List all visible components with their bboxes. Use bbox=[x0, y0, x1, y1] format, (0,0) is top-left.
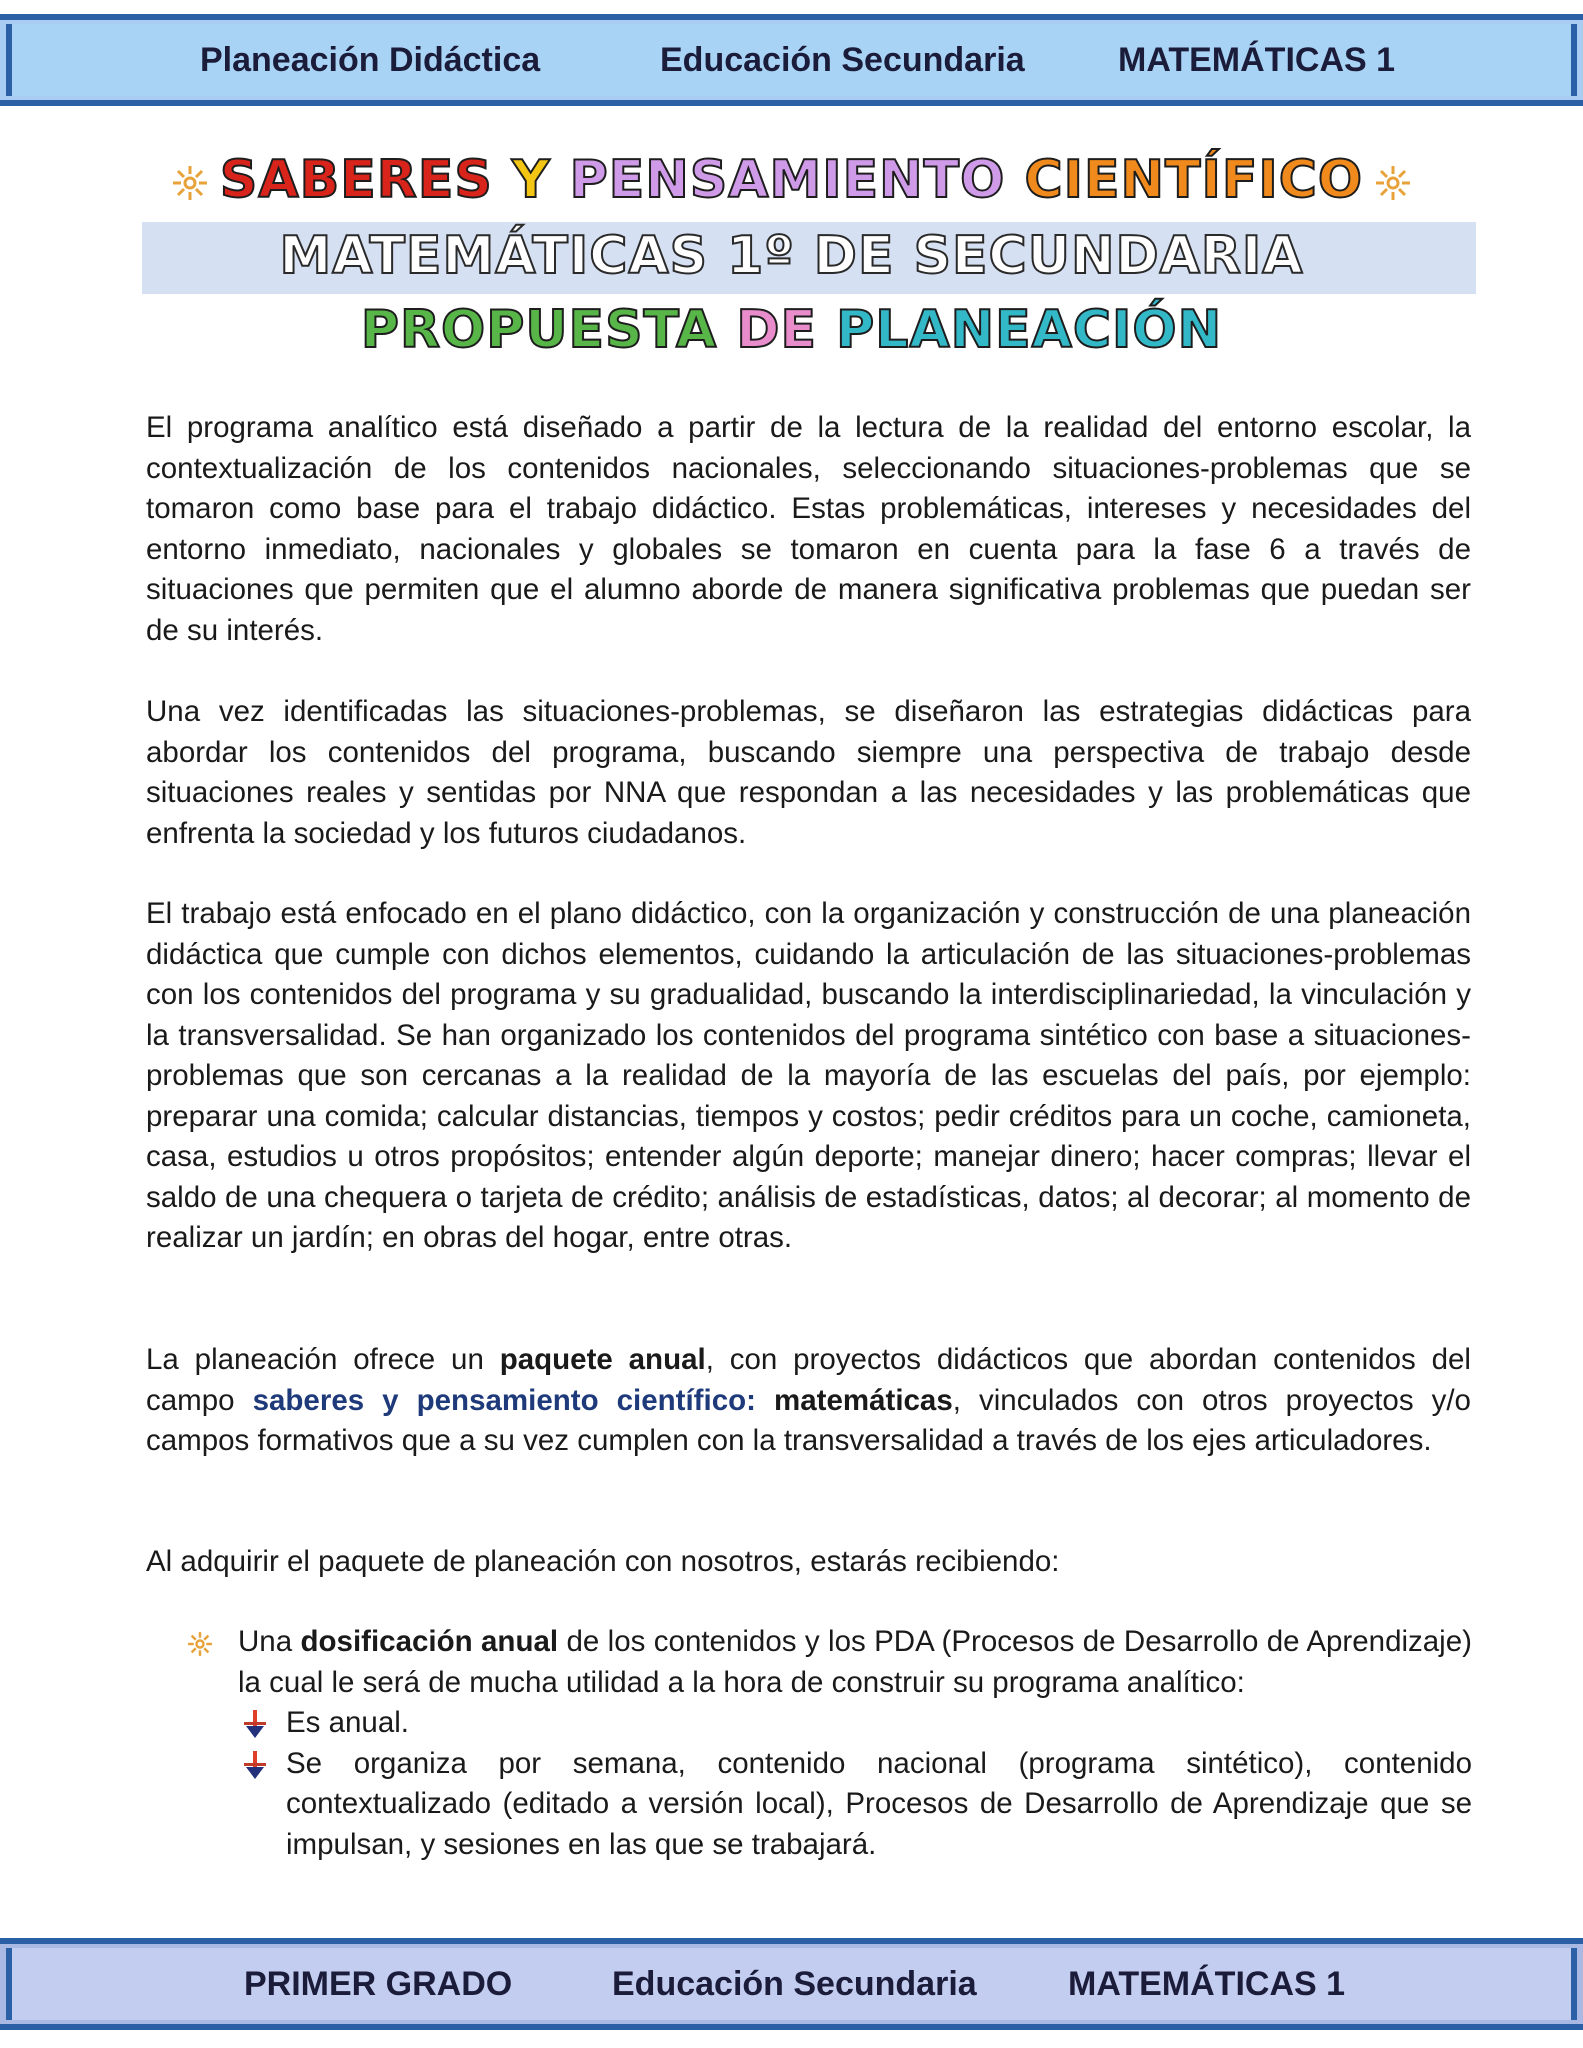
p4-text-c: , con proyectos didácticos que abordan contenidos del campo bbox=[146, 1343, 1471, 1417]
title-word-planeacion: PLANEACIÓN bbox=[836, 300, 1223, 360]
footer-left-text: PRIMER GRADO bbox=[244, 1964, 513, 2003]
flower-icon bbox=[170, 163, 210, 203]
footer-inner bbox=[6, 1948, 1577, 2020]
benefits-list bbox=[192, 1622, 1472, 1865]
footer-band bbox=[0, 1938, 1583, 2030]
header-left-text: Planeación Didáctica bbox=[200, 40, 541, 79]
header-inner bbox=[6, 24, 1577, 96]
flower-icon bbox=[1373, 163, 1413, 203]
p4-bold-matematicas: matemáticas bbox=[755, 1383, 953, 1417]
title-line-1 bbox=[0, 150, 1583, 210]
item1-text-c: de los contenidos y los PDA (Procesos de Desarrollo de Aprendizaje) la cual le será de mucha utilidad a la hora de construir su programa analítico: bbox=[238, 1625, 1472, 1699]
item1-text-a: Una bbox=[238, 1625, 301, 1658]
paragraph-4 bbox=[146, 1340, 1471, 1462]
title-word-de: DE bbox=[736, 300, 817, 360]
flower-bullet-icon bbox=[186, 1630, 214, 1658]
p4-field-name: saberes y pensamiento científico: bbox=[252, 1383, 756, 1417]
sub-item-1 bbox=[286, 1703, 1472, 1744]
paragraph-5: Al adquirir el paquete de planeación con nosotros, estarás recibiendo: bbox=[146, 1545, 1060, 1578]
p4-text-f: , vinculados con otros proyectos y/o campos formativos que a su vez cumplen con la transversalidad a través de los ejes articuladores. bbox=[146, 1383, 1471, 1457]
title-line-3 bbox=[0, 300, 1583, 360]
title-line-2: MATEMÁTICAS 1º DE SECUNDARIA bbox=[279, 226, 1304, 286]
header-center-text: Educación Secundaria bbox=[660, 40, 1025, 79]
list-item-dosificacion bbox=[238, 1622, 1472, 1703]
sub-item-2 bbox=[286, 1744, 1472, 1866]
paragraph-2: Una vez identificadas las situaciones-problemas, se diseñaron las estrategias didácticas para abordar los contenidos del programa, buscando siempre una perspectiva de trabajo desde situaciones reales y sentidas por NNA que respondan a las necesidades y las problemáticas que enfrenta la sociedad y los futuros ciudadanos. bbox=[146, 695, 1471, 850]
paragraph-3: El trabajo está enfocado en el plano didáctico, con la organización y construcción de una planeación didáctica que cumple con dichos elementos, cuidando la articulación de las situaciones-problemas con los contenidos del programa y su gradualidad, buscando la interdisciplinariedad, la vinculación y la transversalidad. Se han organizado los contenidos del programa sintético con base a situaciones-problemas que son cercanas a la realidad de la mayoría de las escuelas del país, por ejemplo: preparar una comida; calcular distancias, tiempos y costos; pedir créditos para un coche, camioneta, casa, estudios u otros propósitos; entender algún deporte; manejar dinero; hacer compras; llevar el saldo de una chequera o tarjeta de crédito; análisis de estadísticas, datos; al decorar; al momento de realizar un jardín; en obras del hogar, entre otras. bbox=[146, 897, 1471, 1254]
title-word-4: CIENTÍFICO bbox=[1024, 150, 1364, 210]
footer-center-text: Educación Secundaria bbox=[612, 1964, 977, 2003]
title-word-2: Y bbox=[511, 150, 551, 210]
arrow-down-icon bbox=[242, 1709, 268, 1739]
title-word-propuesta: PROPUESTA bbox=[360, 300, 718, 360]
sub-item-2-text: Se organiza por semana, contenido nacional (programa sintético), contenido contextualizado (editado a versión local), Procesos de Desarrollo de Aprendizaje que se impulsan, y sesiones en las que se trabajará. bbox=[286, 1746, 1472, 1861]
header-right-text: MATEMÁTICAS 1 bbox=[1118, 40, 1396, 79]
footer-right-text: MATEMÁTICAS 1 bbox=[1068, 1964, 1346, 2003]
title-word-1: SABERES bbox=[219, 150, 493, 210]
p4-bold-paquete: paquete anual bbox=[499, 1343, 706, 1376]
p4-text-a: La planeación ofrece un bbox=[146, 1343, 500, 1376]
title-word-3: PENSAMIENTO bbox=[569, 150, 1006, 210]
arrow-down-icon bbox=[242, 1750, 268, 1780]
sub-item-1-text: Es anual. bbox=[286, 1706, 409, 1739]
item1-bold: dosificación anual bbox=[300, 1625, 559, 1658]
header-band bbox=[0, 14, 1583, 106]
paragraph-1: El programa analítico está diseñado a partir de la lectura de la realidad del entorno escolar, la contextualización de los contenidos nacionales, seleccionando situaciones-problemas que se tomaron como base para el trabajo didáctico. Estas problemáticas, intereses y necesidades del entorno inmediato, nacionales y globales se tomaron en cuenta para la fase 6 a través de situaciones que permiten que el alumno aborde de manera significativa problemas que puedan ser de su interés. bbox=[146, 411, 1471, 647]
